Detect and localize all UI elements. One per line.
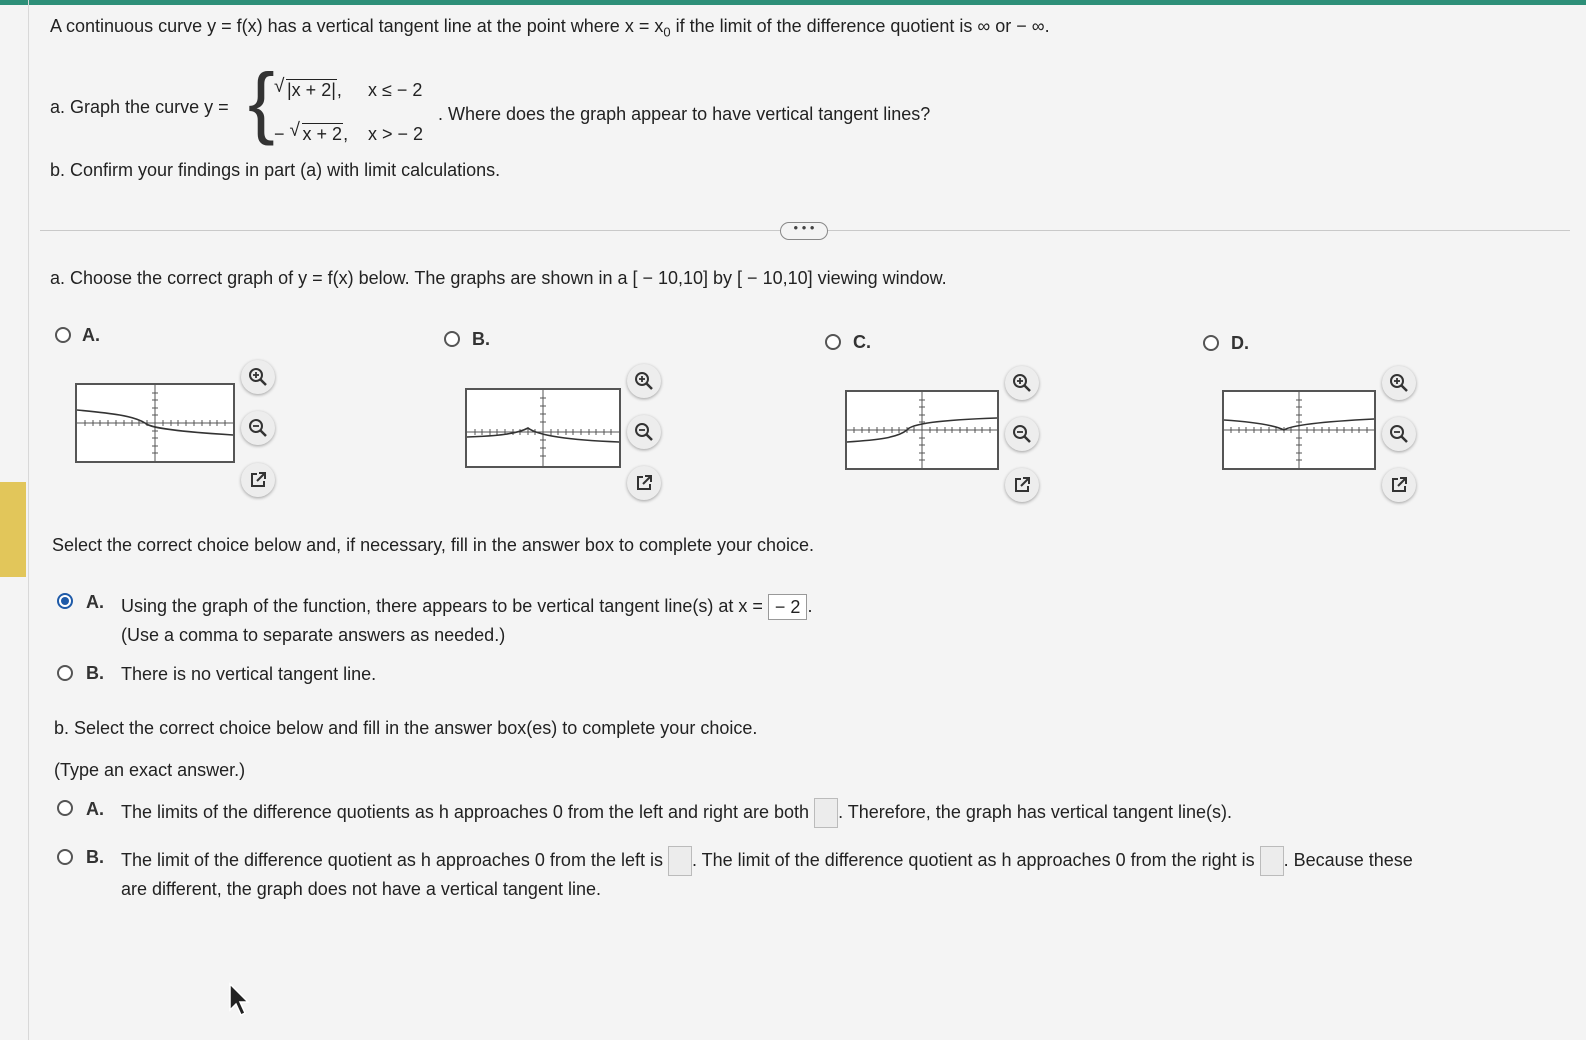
zoom-in-icon bbox=[634, 371, 654, 391]
right-limit-answer-input[interactable] bbox=[1260, 846, 1284, 876]
zoom-out-icon bbox=[1012, 424, 1032, 444]
vertical-tangent-answer-input[interactable]: − 2 bbox=[768, 594, 808, 620]
part-b-statement: b. Confirm your findings in part (a) with limit calculations. bbox=[50, 160, 501, 180]
zoom-in-button[interactable] bbox=[1005, 366, 1039, 400]
mouse-cursor-icon bbox=[228, 982, 252, 1018]
limit-both-answer-input[interactable] bbox=[814, 798, 838, 828]
piecewise-brace: { bbox=[248, 57, 275, 146]
limit-choice-b-radio[interactable] bbox=[57, 849, 73, 865]
zoom-out-icon bbox=[1389, 424, 1409, 444]
graph-b[interactable] bbox=[465, 388, 621, 468]
limit-choice-b-text-cont: are different, the graph does not have a vertical tangent line. bbox=[121, 879, 601, 899]
zoom-in-icon bbox=[1012, 373, 1032, 393]
open-external-button[interactable] bbox=[1005, 468, 1039, 502]
piece-1-condition: x ≤ − 2 bbox=[368, 80, 423, 100]
limit-choice-a-label: A. bbox=[86, 799, 104, 819]
choice-b-text: There is no vertical tangent line. bbox=[121, 664, 377, 684]
section-a-prompt: a. Choose the correct graph of y = f(x) below. The graphs are shown in a [ − 10,10] by [ − 10,10] viewing window. bbox=[50, 268, 947, 288]
part-a-prefix: a. Graph the curve y = bbox=[50, 97, 229, 117]
graph-option-c-radio[interactable] bbox=[825, 334, 841, 350]
zoom-out-button[interactable] bbox=[1382, 417, 1416, 451]
zoom-out-button[interactable] bbox=[627, 415, 661, 449]
external-link-icon bbox=[1389, 475, 1409, 495]
limit-choice-b-label: B. bbox=[86, 847, 104, 867]
external-link-icon bbox=[1012, 475, 1032, 495]
zoom-out-icon bbox=[248, 418, 268, 438]
choice-b-radio[interactable] bbox=[57, 665, 73, 681]
graph-option-d-label: D. bbox=[1231, 333, 1249, 353]
choice-a-radio[interactable] bbox=[57, 593, 73, 609]
zoom-out-button[interactable] bbox=[1005, 417, 1039, 451]
graph-a[interactable] bbox=[75, 383, 235, 463]
external-link-icon bbox=[634, 473, 654, 493]
limit-choice-b-text: The limit of the difference quotient as h approaches 0 from the left is . The limit of the difference quotient as h approaches 0 from the right is . Because these bbox=[121, 846, 1413, 876]
zoom-in-button[interactable] bbox=[627, 364, 661, 398]
limit-choice-a-text: The limits of the difference quotients as h approaches 0 from the left and right are both . Therefore, the graph has vertical tangent line(s). bbox=[121, 798, 1232, 828]
piece-1: √ |x + 2|, bbox=[274, 76, 342, 100]
top-accent-bar bbox=[0, 0, 1586, 5]
sqrt-symbol: √ x + 2 bbox=[289, 120, 343, 144]
part-a-question: . Where does the graph appear to have vertical tangent lines? bbox=[438, 104, 931, 124]
choice-b-label: B. bbox=[86, 663, 104, 683]
zoom-in-button[interactable] bbox=[1382, 366, 1416, 400]
section-b-note: (Type an exact answer.) bbox=[54, 760, 246, 780]
piece-2: − √ x + 2, bbox=[274, 120, 349, 144]
open-external-button[interactable] bbox=[627, 466, 661, 500]
external-link-icon bbox=[248, 470, 268, 490]
left-limit-answer-input[interactable] bbox=[668, 846, 692, 876]
graph-option-b-label: B. bbox=[472, 329, 490, 349]
expand-button[interactable]: • • • bbox=[780, 222, 828, 240]
zoom-out-icon bbox=[634, 422, 654, 442]
graph-d[interactable] bbox=[1222, 390, 1376, 470]
graph-option-d-radio[interactable] bbox=[1203, 335, 1219, 351]
left-divider bbox=[28, 0, 29, 1040]
problem-intro: A continuous curve y = f(x) has a vertical tangent line at the point where $x = x_0$ if the limit of the difference quotient is ∞ or − ∞. bbox=[50, 16, 1050, 40]
graph-c[interactable] bbox=[845, 390, 999, 470]
zoom-in-icon bbox=[248, 367, 268, 387]
highlight-strip bbox=[0, 482, 26, 577]
graph-option-a-label: A. bbox=[82, 325, 100, 345]
sqrt-symbol: √ |x + 2| bbox=[274, 76, 336, 100]
select-choice-prompt: Select the correct choice below and, if necessary, fill in the answer box to complete your choice. bbox=[52, 535, 815, 555]
zoom-out-button[interactable] bbox=[241, 411, 275, 445]
graph-option-a-radio[interactable] bbox=[55, 327, 71, 343]
section-b-prompt: b. Select the correct choice below and fill in the answer box(es) to complete your choice. bbox=[54, 718, 758, 738]
choice-a-note: (Use a comma to separate answers as needed.) bbox=[121, 625, 506, 645]
zoom-in-icon bbox=[1389, 373, 1409, 393]
graph-option-c-label: C. bbox=[853, 332, 871, 352]
choice-a-text: Using the graph of the function, there appears to be vertical tangent line(s) at x = − 2 . bbox=[121, 594, 812, 620]
limit-choice-a-radio[interactable] bbox=[57, 800, 73, 816]
graph-option-b-radio[interactable] bbox=[444, 331, 460, 347]
open-external-button[interactable] bbox=[1382, 468, 1416, 502]
zoom-in-button[interactable] bbox=[241, 360, 275, 394]
piece-2-condition: x > − 2 bbox=[368, 124, 424, 144]
choice-a-label: A. bbox=[86, 592, 104, 612]
open-external-button[interactable] bbox=[241, 463, 275, 497]
